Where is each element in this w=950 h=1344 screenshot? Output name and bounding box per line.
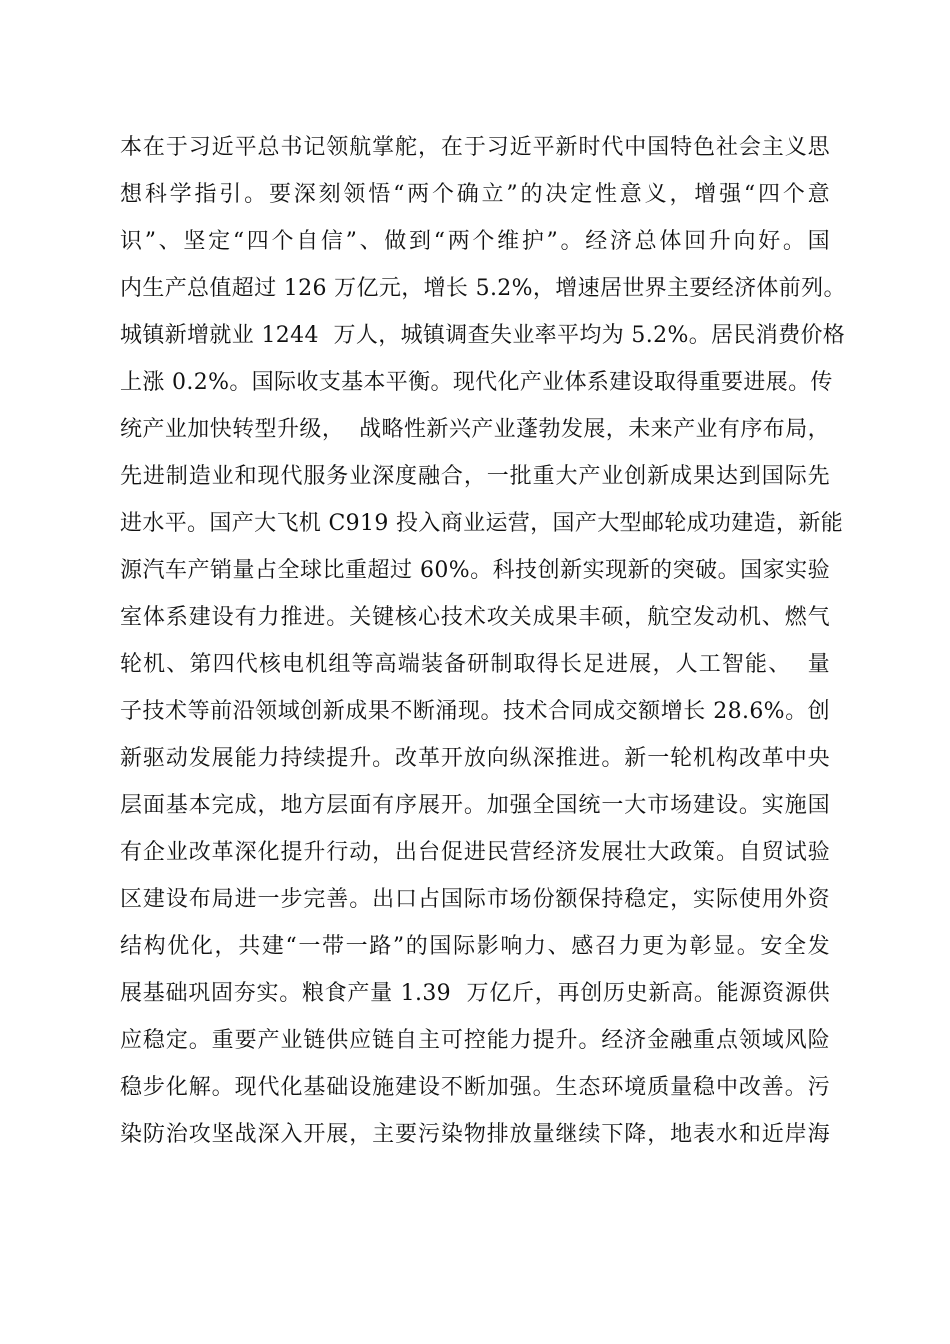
text-line: 识”、坚定“四个自信”、做到“两个维护”。经济总体回升向好。国 (120, 229, 830, 254)
text-line: 有企业改革深化提升行动，出台促进民营经济发展壮大政策。自贸试验 (120, 840, 830, 865)
text-line: 想科学指引。要深刻领悟“两个确立”的决定性意义，增强“四个意 (120, 182, 830, 207)
text-line: 轮机、第四代核电机组等高端装备研制取得长足进展，人工智能、 量 (120, 652, 830, 677)
text-line: 统产业加快转型升级， 战略性新兴产业蓬勃发展，未来产业有序布局， (120, 417, 830, 442)
text-line: 室体系建设有力推进。关键核心技术攻关成果丰硕，航空发动机、燃气 (120, 605, 830, 630)
text-line: 先进制造业和现代服务业深度融合，一批重大产业创新成果达到国际先 (120, 464, 830, 489)
text-line: 新驱动发展能力持续提升。改革开放向纵深推进。新一轮机构改革中央 (120, 746, 830, 771)
text-line: 内生产总值超过 126 万亿元，增长 5.2%，增速居世界主要经济体前列。 (120, 276, 846, 301)
text-line: 结构优化，共建“一带一路”的国际影响力、感召力更为彰显。安全发 (120, 934, 830, 959)
text-line: 源汽车产销量占全球比重超过 60%。科技创新实现新的突破。国家实验 (120, 558, 830, 583)
text-line: 城镇新增就业 1244 万人，城镇调查失业率平均为 5.2%。居民消费价格 (120, 323, 846, 348)
text-line: 展基础巩固夯实。粮食产量 1.39 万亿斤，再创历史新高。能源资源供 (120, 981, 830, 1006)
text-line: 染防治攻坚战深入开展，主要污染物排放量继续下降，地表水和近岸海 (120, 1122, 830, 1147)
text-line: 应稳定。重要产业链供应链自主可控能力提升。经济金融重点领域风险 (120, 1028, 830, 1053)
text-line: 层面基本完成，地方层面有序展开。加强全国统一大市场建设。实施国 (120, 793, 830, 818)
text-line: 子技术等前沿领域创新成果不断涌现。技术合同成交额增长 28.6%。创 (120, 699, 830, 724)
text-line: 本在于习近平总书记领航掌舵，在于习近平新时代中国特色社会主义思 (120, 135, 830, 160)
text-line: 进水平。国产大飞机 C919 投入商业运营，国产大型邮轮成功建造，新能 (120, 511, 844, 536)
text-line: 上涨 0.2%。国际收支基本平衡。现代化产业体系建设取得重要进展。传 (120, 370, 833, 395)
text-line: 区建设布局进一步完善。出口占国际市场份额保持稳定，实际使用外资 (120, 887, 830, 912)
text-line: 稳步化解。现代化基础设施建设不断加强。生态环境质量稳中改善。污 (120, 1075, 830, 1100)
